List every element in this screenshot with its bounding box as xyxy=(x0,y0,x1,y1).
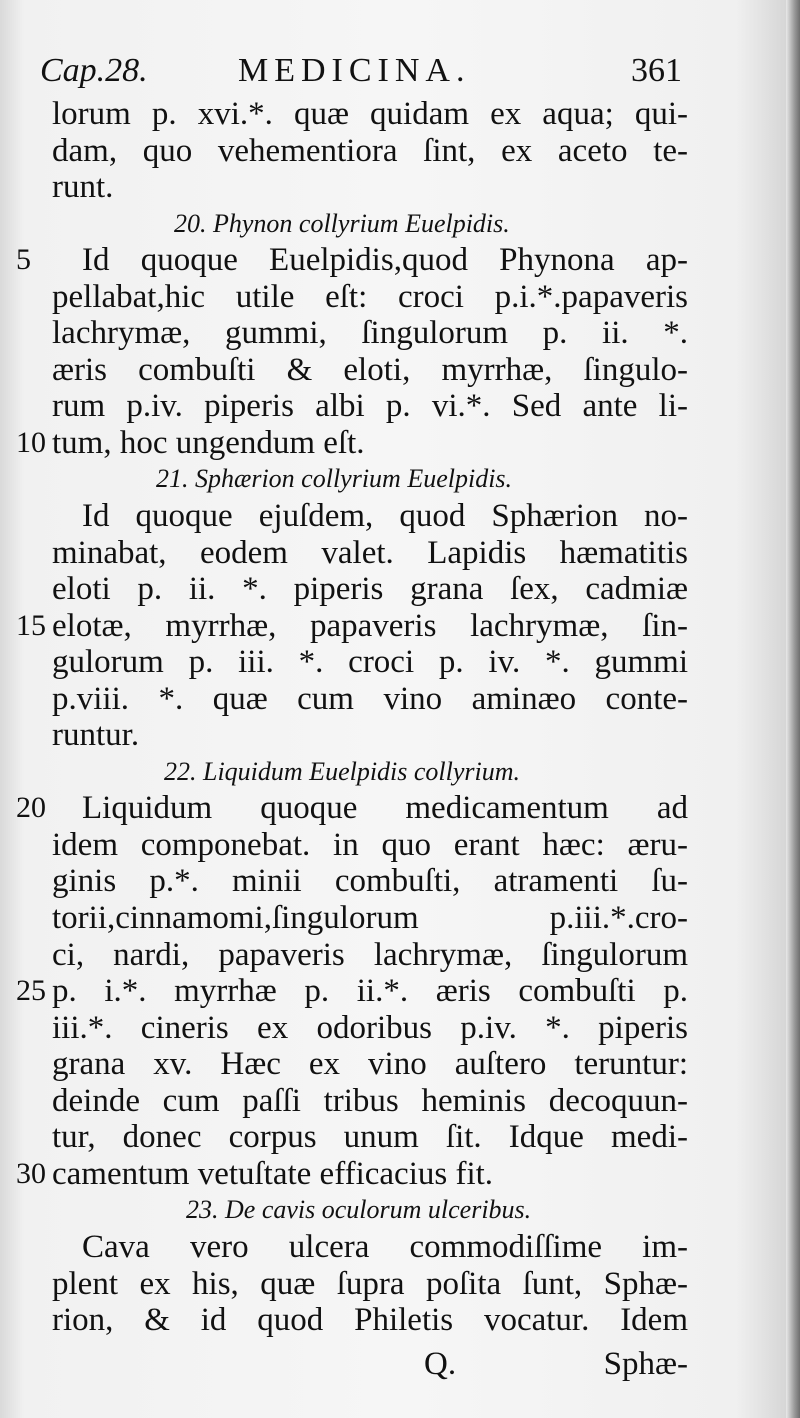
page-number: 361 xyxy=(631,52,682,89)
text-line: runt. xyxy=(52,169,114,206)
text-line: Id quoque ejuſdem, quod Sphærion no- xyxy=(82,498,688,535)
body-text xyxy=(52,96,688,1339)
text-line: elotæ, myrrhæ, papaveris lachrymæ, ſin- xyxy=(52,607,688,644)
text-line: idem componebat. in quo erant hæc: æru- xyxy=(52,826,688,863)
page-edge-shadow xyxy=(786,0,800,1418)
section-heading: 21. Sphærion collyrium Euelpidis. xyxy=(156,464,513,494)
text-line: plent ex his, quæ ſupra poſita ſunt, Sphæ- xyxy=(52,1265,688,1302)
page-footer xyxy=(52,1346,688,1386)
text-line: minabat, eodem valet. Lapidis hæmatitis xyxy=(52,534,688,571)
text-line: p.viii. *. quæ cum vino aminæo conte- xyxy=(52,680,688,717)
text-line: rion, & id quod Philetis vocatur. Idem xyxy=(52,1302,688,1339)
text-line: deinde cum paſſi tribus heminis decoquun- xyxy=(52,1082,688,1119)
section-heading: 20. Phynon collyrium Euelpidis. xyxy=(174,208,510,238)
running-title: MEDICINA. xyxy=(238,52,471,89)
text-line: tum, hoc ungendum eſt. xyxy=(52,424,365,461)
section-heading: 23. De cavis oculorum ulceribus. xyxy=(186,1195,532,1225)
text-line: ginis p.*. minii combuſti, atramenti ſu- xyxy=(52,863,688,900)
text-line: dam, quo vehementiora ſint, ex aceto te- xyxy=(52,132,688,169)
text-line: lorum p. xvi.*. quæ quidam ex aqua; qui- xyxy=(52,96,688,132)
section-heading: 22. Liquidum Euelpidis collyrium. xyxy=(164,756,521,786)
text-line: rum p.iv. piperis albi p. vi.*. Sed ante li- xyxy=(52,388,688,425)
line-number: 25 xyxy=(16,974,46,1007)
text-line: ci, nardi, papaveris lachrymæ, ſingulorum xyxy=(52,936,688,973)
text-line: tur, donec corpus unum ſit. Idque medi- xyxy=(52,1119,688,1156)
chapter-label: Cap.28. xyxy=(40,52,148,89)
line-number: 10 xyxy=(16,426,46,459)
running-header xyxy=(40,52,682,102)
catchword: Sphæ- xyxy=(603,1346,688,1382)
line-number: 30 xyxy=(16,1157,46,1190)
line-number: 5 xyxy=(16,243,31,276)
text-line: iii.*. cineris ex odoribus p.iv. *. piperis xyxy=(52,1009,688,1046)
text-line: Liquidum quoque medicamentum ad xyxy=(82,790,688,827)
text-line: gulorum p. iii. *. croci p. iv. *. gummi xyxy=(52,644,688,681)
text-line: eloti p. ii. *. piperis grana ſex, cadmiæ xyxy=(52,571,688,608)
text-line: Id quoque Euelpidis,quod Phynona ap- xyxy=(82,242,688,279)
text-line: p. i.*. myrrhæ p. ii.*. æris combuſti p. xyxy=(52,973,688,1010)
text-line: camentum vetuſtate efficacius fit. xyxy=(52,1155,494,1192)
line-number: 15 xyxy=(16,609,46,642)
text-line: lachrymæ, gummi, ſingulorum p. ii. *. xyxy=(52,315,688,352)
text-line: torii,cinnamomi,ſingulorum p.iii.*.cro- xyxy=(52,900,688,937)
text-line: grana xv. Hæc ex vino auſtero teruntur: xyxy=(52,1046,688,1083)
line-number: 20 xyxy=(16,791,46,824)
signature-mark: Q. xyxy=(424,1346,457,1382)
text-line: Cava vero ulcera commodiſſime im- xyxy=(82,1228,688,1265)
text-line: runtur. xyxy=(52,717,140,754)
text-line: pellabat,hic utile eſt: croci p.i.*.papaveris xyxy=(52,278,688,315)
text-line: æris combuſti & eloti, myrrhæ, ſingulo- xyxy=(52,351,688,388)
